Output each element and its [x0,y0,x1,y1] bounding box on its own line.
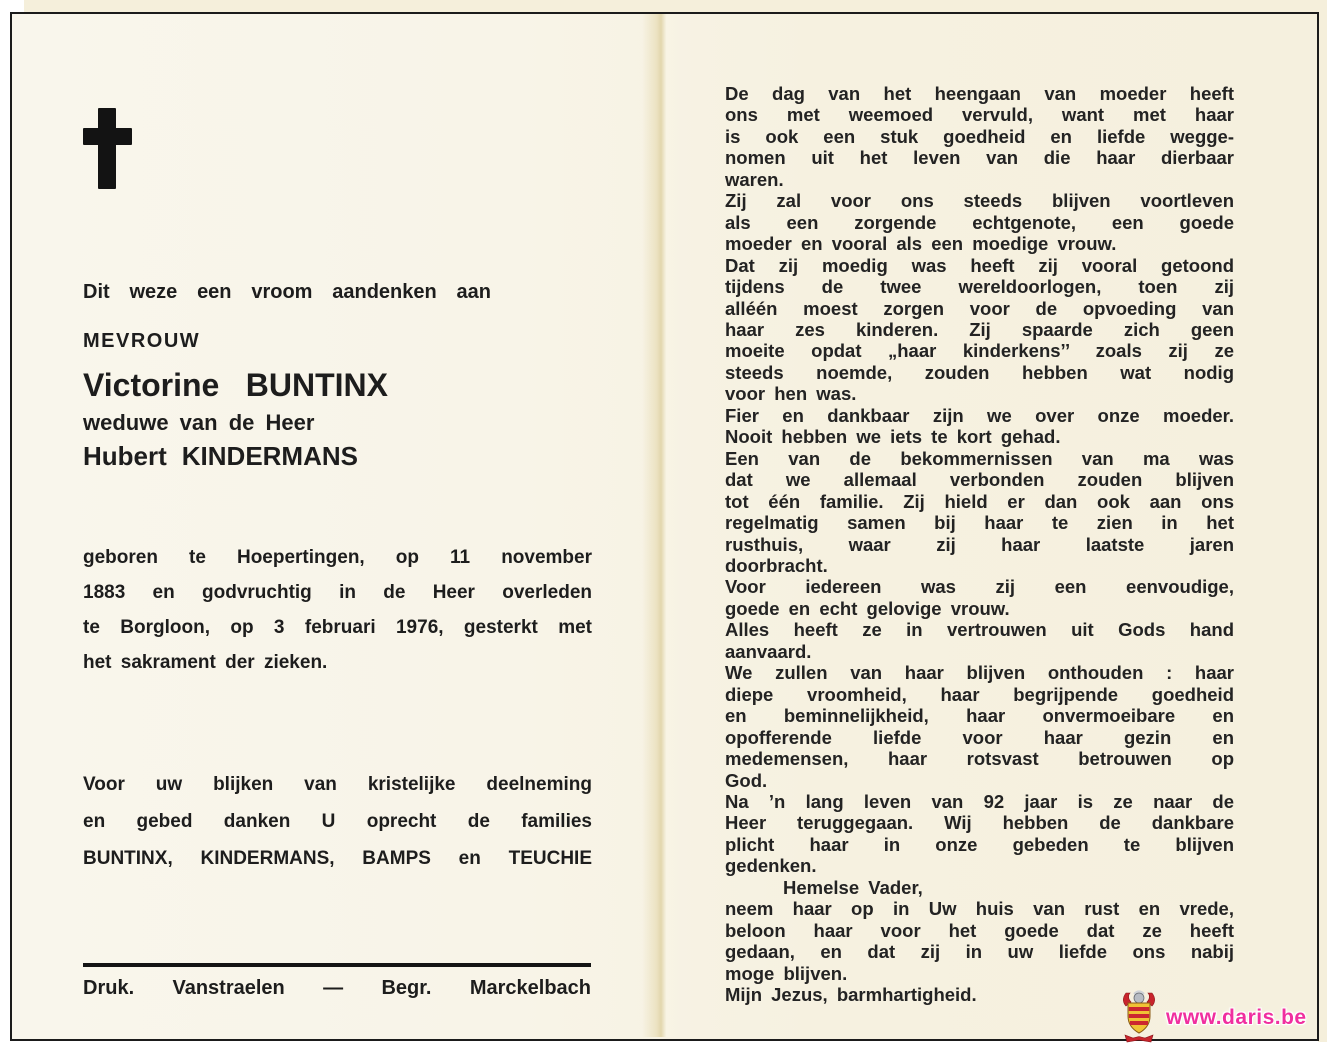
text-line: tijdens de twee wereldoorlogen, toen zij [725,276,1234,298]
text-line: diepe vroomheid, haar begrijpende goedheid [725,683,1234,705]
printer-token: Marckelbach [469,977,591,999]
text-line: Hemelse Vader, [783,876,923,898]
text-line: steeds noemde, zouden hebben wat nodig [725,361,1234,383]
deceased-first-name: Victorine [83,367,220,403]
text-line: Zij zal voor ons steeds blijven voortleven [725,190,1234,212]
text-line: Alles heeft ze in vertrouwen uit Gods hand [725,619,1234,641]
text-line: nomen uit het leven van die haar dierbaar [725,147,1234,169]
scan-edge-right [1318,0,1327,1042]
spouse-last-name: KINDERMANS [181,441,358,471]
scan-edge-top [24,0,1327,12]
text-line: Mijn Jezus, barmhartigheid. [725,984,977,1006]
text-line: is ook een stuk goedheid en liefde wegge- [725,125,1234,147]
honorific: MEVROUW [83,330,201,352]
text-line: Nooit hebben we iets te kort gehad. [725,426,1061,448]
text-line: Na ’n lang leven van 92 jaar is ze naar de [725,790,1234,812]
text-line: dat we allemaal verbonden zouden blijven [725,469,1234,491]
condolence-thanks-text [83,766,592,877]
deceased-last-name: BUNTINX [245,367,388,403]
text-line: geboren te Hoepertingen, op 11 november [83,547,592,568]
text-line: en gebed danken U oprecht de families [83,811,592,832]
text-line: moge blijven. [725,962,848,984]
text-line: De dag van het heengaan van moeder heeft [725,83,1234,104]
text-line: moeite opdat „haar kinderkens’’ zoals zij ze [725,340,1234,362]
daris-crest-icon [1120,990,1158,1046]
printer-rule [83,963,591,967]
printer-token: Druk. [83,977,135,999]
text-line: neem haar op in Uw huis van rust en vrede, [725,898,1234,920]
memorial-text [725,83,1234,1005]
text-line: We zullen van haar blijven onthouden : haar [725,662,1234,684]
text-line: goede en echt gelovige vrouw. [725,597,1010,619]
text-line: ons met weemoed vervuld, want met haar [725,104,1234,126]
spouse-name [83,441,358,472]
text-line: haar zes kinderen. Zij spaarde zich geen [725,318,1234,340]
text-line: tot één familie. Zij hield er dan ook aan ons [725,490,1234,512]
text-line: Heer teruggegaan. Wij hebben de dankbare [725,812,1234,834]
text-line: beloon haar voor het goede dat ze heeft [725,919,1234,941]
birth-death-text [83,540,592,680]
text-line: Fier en dankbaar zijn we over onze moeder. [725,404,1234,426]
text-line: rusthuis, waar zij haar laatste jaren [725,533,1234,555]
fold-crease [642,14,680,1037]
relation-line: weduwe van de Heer [83,410,315,435]
text-line: gedenken. [725,855,817,877]
printer-token: Vanstraelen [172,977,285,999]
text-line: 1883 en godvruchtig in de Heer overleden [83,582,592,603]
printer-line [83,977,591,1000]
text-line: als een zorgende echtgenote, een goede [725,211,1234,233]
intro-line: Dit weze een vroom aandenken aan [83,281,491,303]
text-line: Voor iedereen was zij een eenvoudige, [725,576,1234,598]
text-line: medemensen, haar rotsvast betrouwen op [725,748,1234,770]
printer-token: — [323,977,344,999]
spouse-first-name: Hubert [83,441,167,471]
text-line: Een van de bekommernissen van ma was [725,447,1234,469]
text-line: doorbracht. [725,554,828,576]
text-line: en beminnelijkheid, haar onvermoeibare en [725,705,1234,727]
watermark-url: www.daris.be [1166,1006,1307,1029]
deceased-name [83,367,388,404]
text-line: aanvaard. [725,640,812,662]
text-line: opofferende liefde voor haar gezin en [725,726,1234,748]
text-line: het sakrament der zieken. [83,652,328,673]
text-line: waren. [725,168,784,190]
text-line: te Borgloon, op 3 februari 1976, gesterkt met [83,617,592,638]
text-line: plicht haar in onze gebeden te blijven [725,833,1234,855]
text-line: God. [725,769,768,791]
text-line: gedaan, en dat zij in uw liefde ons nabij [725,941,1234,963]
text-line: BUNTINX, KINDERMANS, BAMPS en TEUCHIE [83,848,592,869]
text-line: regelmatig samen bij haar te zien in het [725,512,1234,534]
text-line: Dat zij moedig was heeft zij vooral getoond [725,254,1234,276]
text-line: Voor uw blijken van kristelijke deelneming [83,774,592,795]
text-line: alléén moest zorgen voor de opvoeding van [725,297,1234,319]
text-line: moeder en vooral als een moedige vrouw. [725,233,1117,255]
text-line: voor hen was. [725,383,857,405]
printer-token: Begr. [381,977,432,999]
